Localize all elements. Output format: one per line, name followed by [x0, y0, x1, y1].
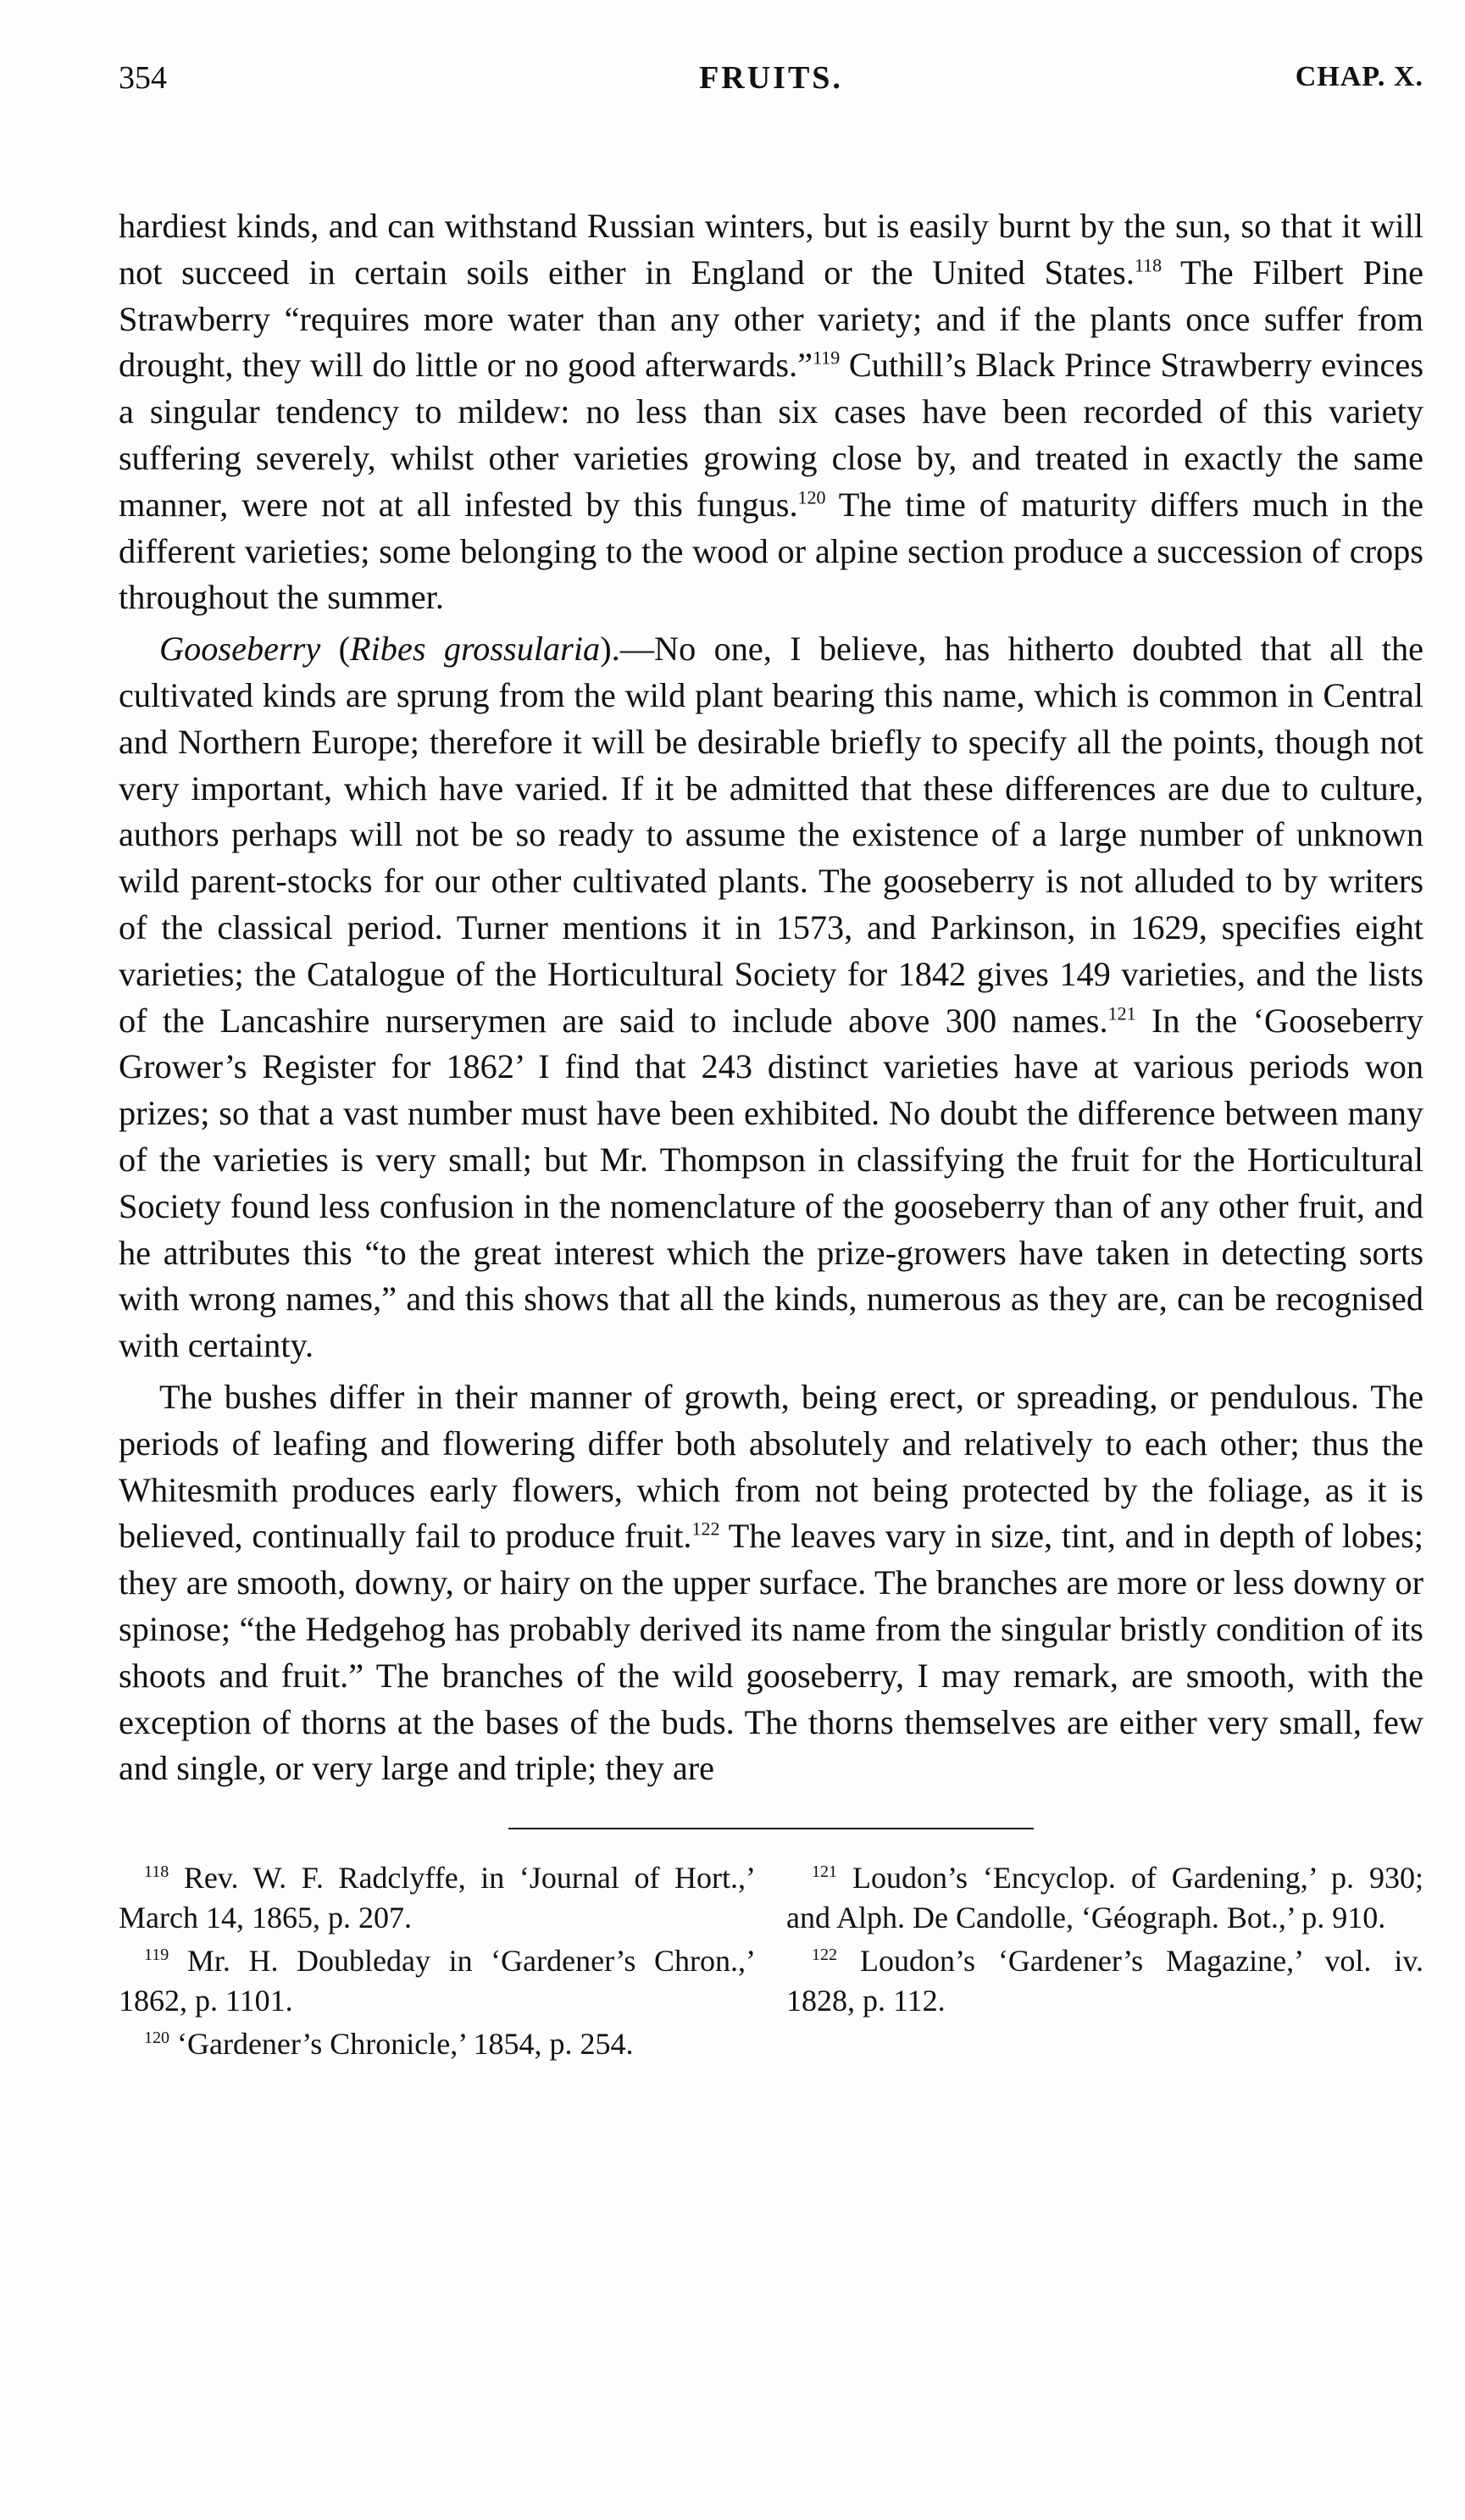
footnotes: [119, 1858, 1423, 2068]
text-run: hardiest kinds, and can withstand Russian winters, but is easily burnt by the sun, so that it will not succeed in certain soils either in England or the United States.: [119, 207, 1423, 291]
footnote-text: Mr. H. Doubleday in ‘Gardener’s Chron.,’ 1862, p. 1101.: [119, 1944, 756, 2018]
paragraph: [119, 626, 1423, 1369]
footnote-ref: 119: [813, 347, 841, 369]
footnote-column-left: [119, 1858, 756, 2068]
footnote-number: 121: [812, 1862, 837, 1882]
footnote-text: ‘Gardener’s Chronicle,’ 1854, p. 254.: [169, 2027, 634, 2062]
text-run: The leaves vary in size, tint, and in depth of lobes; they are smooth, downy, or hairy on the upper surface. The branches are more or less downy or spinose; “the Hedgehog has probably derived its name from the singular bristly condition of its shoots and fruit.” The branches of the wild gooseberry, I may remark, are smooth, with the exception of thorns at the bases of the buds. The thorns themselves are either very small, few and single, or very large and triple; they are: [119, 1517, 1423, 1788]
running-header: [119, 51, 1423, 110]
paragraph: [119, 1374, 1423, 1792]
italic-text: Ribes grossularia: [350, 630, 601, 669]
text-run: (: [320, 630, 350, 669]
text-run: In the ‘Gooseberry Grower’s Register for 1862’ I find that 243 distinct varieties have at various periods won prizes; so that a vast number must have been exhibited. No doubt the difference between many of the varieties is very small; but Mr. Thompson in classifying the fruit for the Horticultural Society found less confusion in the nomenclature of the gooseberry than of any other fruit, and he attributes this “to the great interest which the prize-growers have taken in detecting sorts with wrong names,” and this shows that all the kinds, numerous as they are, can be recognised with certainty.: [119, 1001, 1423, 1365]
footnote-ref: 118: [1134, 254, 1163, 276]
text-run: The time of maturity differs much in the different varieties; some belonging to the wood or alpine section produce a succession of crops throughout the summer.: [119, 485, 1423, 617]
footnote-number: 119: [144, 1946, 169, 1965]
page-number: 354: [119, 60, 167, 96]
footnote-text: Loudon’s ‘Encyclop. of Gardening,’ p. 930; and Alph. De Candolle, ‘Géograph. Bot.,’ p. 910.: [786, 1861, 1423, 1935]
book-page: [119, 51, 1423, 2068]
footnote: [786, 1941, 1423, 2021]
footnote: [119, 1941, 756, 2021]
footnote-text: Rev. W. F. Radclyffe, in ‘Journal of Hort.,’ March 14, 1865, p. 207.: [119, 1861, 756, 1935]
footnote-number: 120: [144, 2029, 169, 2048]
footnote-number: 118: [144, 1862, 169, 1882]
footnote-ref: 122: [691, 1518, 720, 1540]
text-run: The bushes differ in their manner of growth, being erect, or spreading, or pendulous. The periods of leafing and flowering differ both absolutely and relatively to each other; thus the Whitesmith produces early flowers, which from not being protected by the foliage, as it is believed, continually fail to produce fruit.: [119, 1377, 1423, 1556]
footnote-divider: [508, 1828, 1034, 1829]
footnote-ref: 121: [1107, 1002, 1136, 1024]
chapter-label: CHAP. X.: [1295, 61, 1423, 92]
footnote-text: Loudon’s ‘Gardener’s Magazine,’ vol. iv. 1828, p. 112.: [786, 1944, 1423, 2018]
footnote: [119, 2024, 756, 2064]
footnote-ref: 120: [797, 486, 826, 508]
footnote-number: 122: [812, 1946, 837, 1965]
footnote-column-right: [786, 1858, 1423, 2068]
running-title: FRUITS.: [699, 60, 843, 96]
text-run: The Filbert Pine Strawberry “requires more water than any other variety; and if the plants once suffer from drought, they will do little or no good afterwards.”: [119, 253, 1423, 385]
text-run: Cuthill’s Black Prince Strawberry evinces a singular tendency to mildew: no less than six cases have been recorded of this variety suffering severely, whilst other varieties growing close by, and treated in exactly the same manner, were not at all infested by this fungus.: [119, 346, 1423, 524]
italic-text: Gooseberry: [159, 630, 321, 669]
text-run: ).—No one, I believe, has hitherto doubted that all the cultivated kinds are sprung from the wild plant bearing this name, which is common in Central and Northern Europe; therefore it will be desirable briefly to specify all the points, though not very important, which have varied. If it be admitted that these differences are due to culture, authors perhaps will not be so ready to assume the existence of a large number of unknown wild parent-stocks for our other cultivated plants. The gooseberry is not alluded to by writers of the classical period. Turner mentions it in 1573, and Parkinson, in 1629, specifies eight varieties; the Catalogue of the Horticultural Society for 1842 gives 149 varieties, and the lists of the Lancashire nurserymen are said to include above 300 names.: [119, 630, 1424, 1040]
footnote: [119, 1858, 756, 1938]
footnote: [786, 1858, 1423, 1938]
paragraph: [119, 203, 1423, 621]
body-text: [119, 203, 1423, 1792]
